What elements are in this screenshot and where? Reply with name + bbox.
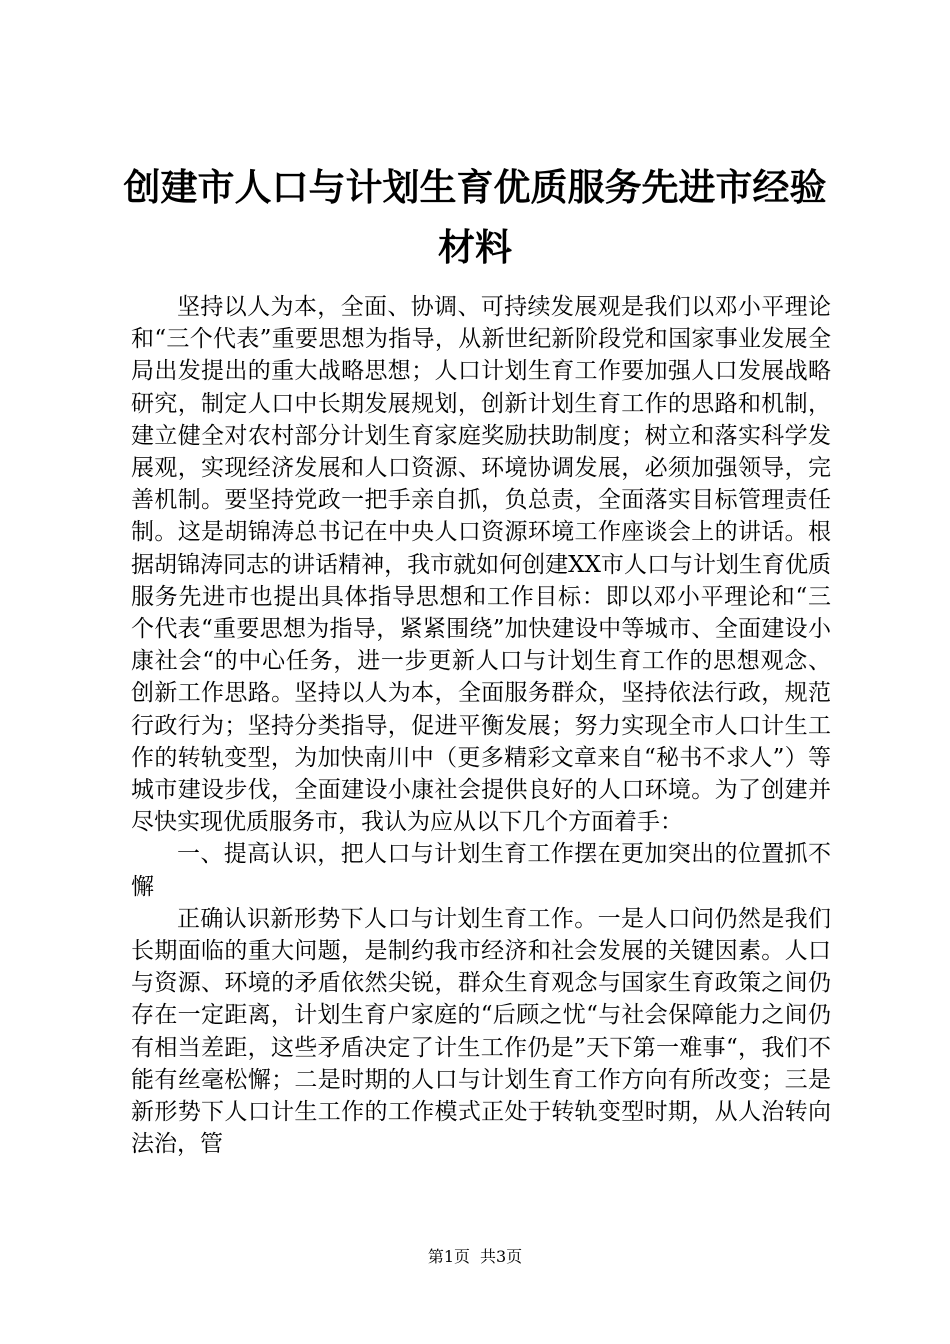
paragraph-intro: 坚持以人为本，全面、协调、可持续发展观是我们以邓小平理论和“三个代表”重要思想为指导，从新世纪新阶段党和国家事业发展全局出发提出的重大战略思想；人口计划生育工作要加强人口发展战略研究，制定人口中长期发展规划，创新计划生育工作的思路和机制，建立健全对农村部分计划生育家庭奖励扶助制度；树立和落实科学发展观，实现经济发展和人口资源、环境协调发展，必须加强领导，完善机制。要坚持党政一把手亲自抓，负总责，全面落实目标管理责任制。这是胡锦涛总书记在中央人口资源环境工作座谈会上的讲话。根据胡锦涛同志的讲话精神，我市就如何创建XX市人口与计划生育优质服务先进市也提出具体指导思想和工作目标：即以邓小平理论和“三个代表“重要思想为指导，紧紧围绕”加快建设中等城市、全面建设小康社会“的中心任务，进一步更新人口与计划生育工作的思想观念、创新工作思路。坚持以人为本，全面服务群众，坚持依法行政，规范行政行为；坚持分类指导，促进平衡发展；努力实现全市人口计生工作的转轨变型，为加快南川中（更多精彩文章来自“秘书不求人”）等城市建设步伐，全面建设小康社会提供良好的人口环境。为了创建并尽快实现优质服务市，我认为应从以下几个方面着手： (131, 294, 831, 836)
document-title: 创建市人口与计划生育优质服务先进市经验材料 (123, 166, 827, 269)
paragraph-section-1: 正确认识新形势下人口与计划生育工作。一是人口问仍然是我们长期面临的重大问题，是制约我市经济和社会发展的关键因素。人口与资源、环境的矛盾依然尖锐，群众生育观念与国家生育政策之间仍存在一定距离，计划生育户家庭的“后顾之忧“与社会保障能力之间仍有相当差距，这些矛盾决定了计生工作仍是”天下第一难事“，我们不能有丝毫松懈；二是时期的人口与计划生育工作方向有所改变；三是新形势下人口计生工作的工作模式正处于转轨变型时期，从人治转向法治，管 (131, 905, 831, 1158)
document-body (131, 291, 831, 1160)
page-footer (0, 1247, 950, 1267)
section-heading-1: 一、提高认识，把人口与计划生育工作摆在更加突出的位置抓不懈 (131, 841, 831, 900)
page-total: 共3页 (480, 1247, 523, 1266)
page-number: 第1页 (427, 1247, 470, 1266)
